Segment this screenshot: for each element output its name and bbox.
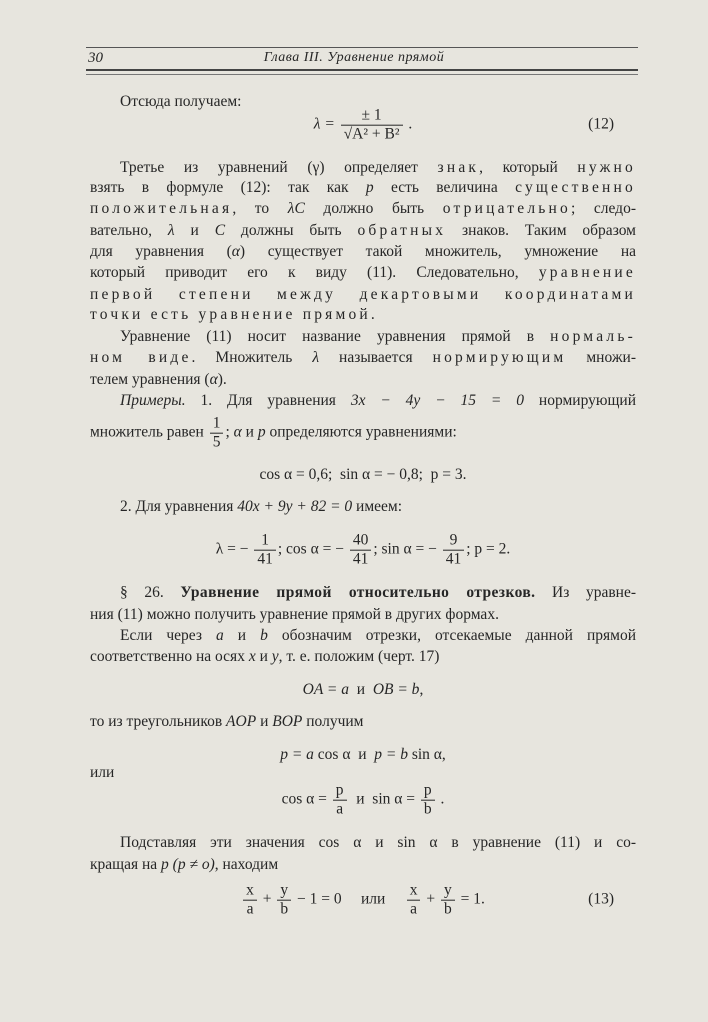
text-line — [90, 856, 636, 874]
text-segment: BOP — [272, 713, 303, 730]
text-segment: p = b — [374, 746, 408, 763]
page-number: 30 — [88, 50, 103, 66]
text-line — [90, 179, 636, 197]
text-segment: p = a — [280, 746, 314, 763]
text-segment: получим — [302, 713, 364, 730]
text-segment: должно быть — [304, 200, 443, 217]
text-line — [90, 834, 636, 852]
text-segment: Подставляя эти значения cos α и sin α в уравнение (11) и со- — [120, 834, 636, 851]
text-segment: , т. е. положим (черт. 17) — [278, 648, 440, 665]
text-segment: . — [404, 115, 413, 133]
text-line — [90, 286, 636, 304]
fraction-numerator: ± 1 — [361, 106, 382, 124]
text-segment: ; sin α = − — [373, 540, 441, 558]
formula-line — [90, 782, 636, 819]
text-segment: λ — [167, 222, 175, 239]
text-segment: OB = b — [372, 681, 420, 698]
fraction — [254, 532, 276, 569]
fraction-numerator: x — [246, 881, 254, 899]
text-line — [90, 713, 636, 731]
text-segment: α — [231, 243, 240, 260]
text-segment: a — [216, 627, 224, 644]
text-segment: взять в формуле (12): так как — [90, 179, 366, 196]
fraction-numerator: x — [409, 881, 418, 899]
text-segment: ). — [217, 371, 227, 388]
text-segment: . — [436, 790, 445, 808]
text-line — [90, 606, 636, 624]
text-segment: Из уравне- — [535, 584, 637, 601]
fraction-numerator: 9 — [449, 531, 458, 549]
fraction — [243, 882, 257, 919]
text-line — [90, 764, 636, 782]
text-segment: отрицательно — [442, 200, 571, 217]
text-segment: b — [260, 627, 268, 644]
text-segment: для уравнения ( — [90, 243, 232, 260]
fraction — [441, 882, 455, 919]
text-line — [90, 349, 636, 367]
text-segment: который приводит его к виду (11). Следовательно, — [90, 264, 539, 281]
text-segment: AOP — [226, 713, 257, 730]
text-segment: Если через — [120, 627, 217, 644]
fraction-denominator: a — [333, 800, 347, 819]
text-segment: множитель равен — [90, 423, 208, 441]
fraction-numerator: 1 — [261, 531, 269, 549]
formula-line — [90, 681, 636, 699]
text-segment: нормирующим — [432, 349, 567, 366]
text-segment: y — [271, 648, 279, 665]
text-line — [90, 584, 636, 602]
formula-line — [90, 532, 636, 569]
text-segment: ; следо- — [570, 200, 636, 217]
text-segment: и — [255, 648, 272, 665]
text-segment: , который — [479, 159, 578, 176]
text-line — [90, 648, 636, 666]
header-bottom-rule — [86, 69, 638, 75]
fraction-denominator: √A² + B² — [341, 125, 403, 144]
text-segment: ; cos α = − — [277, 540, 348, 558]
formula-line — [90, 746, 636, 764]
text-line — [90, 498, 636, 516]
text-segment: 3x − 4y − 15 = 0 — [350, 392, 525, 409]
text-segment: имеем: — [352, 498, 403, 515]
text-segment: и — [223, 627, 261, 644]
text-segment: соответственно на осях — [90, 648, 249, 665]
text-segment: Примеры. — [120, 392, 186, 409]
fraction — [333, 782, 347, 819]
text-segment: и — [349, 681, 373, 698]
header-top-rule — [86, 47, 638, 48]
text-segment: − 1 = 0 или — [293, 890, 405, 908]
text-line — [90, 392, 636, 410]
fraction-denominator: b — [441, 900, 455, 919]
text-segment: ; p = 2. — [466, 540, 511, 558]
formula-line — [90, 466, 636, 484]
text-segment: уравнение — [538, 264, 636, 281]
text-segment: Третье из уравнений (γ) определяет — [120, 159, 438, 176]
text-segment: α — [209, 371, 218, 388]
fraction-denominator: 5 — [210, 433, 224, 452]
text-segment: вательно, — [90, 222, 168, 239]
text-segment: обозначим отрезки, отсекаемые данной прямой — [267, 627, 637, 644]
fraction — [341, 107, 403, 144]
text-segment: нормирующий — [524, 392, 637, 409]
text-segment: знаков. Таким образом — [446, 222, 636, 239]
text-segment: cos α = — [281, 790, 331, 808]
fraction-numerator: 40 — [352, 531, 369, 549]
text-line — [90, 243, 636, 261]
text-segment: cos α и — [313, 746, 375, 763]
text-segment: = 1. — [456, 890, 485, 908]
text-segment: C — [214, 222, 226, 239]
fraction-denominator: b — [421, 800, 435, 819]
fraction-numerator: p — [423, 781, 432, 799]
text-segment: p — [257, 423, 266, 441]
fraction-numerator: p — [335, 781, 344, 799]
text-segment: p (p ≠ o) — [161, 856, 215, 873]
text-segment: Уравнение прямой относительно отрезков. — [180, 584, 536, 601]
text-segment: существенно — [515, 179, 636, 196]
text-line — [90, 328, 636, 346]
fraction — [277, 882, 291, 919]
fraction-denominator: 41 — [443, 550, 465, 569]
text-segment: cos α = 0,6; sin α = − 0,8; p = 3. — [259, 466, 467, 483]
text-segment: Уравнение (11) носит название уравнения прямой в — [120, 328, 551, 345]
text-segment: множи- — [566, 349, 637, 366]
text-segment: точки есть уравнение прямой — [90, 306, 371, 323]
text-segment: λC — [287, 200, 305, 217]
text-segment: § 26. — [120, 584, 181, 601]
fraction-denominator: a — [407, 900, 421, 919]
text-segment: OA = a — [302, 681, 350, 698]
fraction — [407, 882, 421, 919]
text-segment: и — [174, 222, 215, 239]
text-segment: называется — [319, 349, 433, 366]
text-segment: должны быть — [225, 222, 358, 239]
text-segment: λ — [312, 349, 320, 366]
fraction — [443, 532, 465, 569]
text-segment: есть величина — [373, 179, 516, 196]
formula-line — [90, 882, 636, 919]
text-segment: 40x + 9y + 82 = 0 — [237, 498, 353, 515]
fraction-denominator: 41 — [254, 550, 276, 569]
text-segment: λ = − — [215, 540, 253, 558]
text-segment: 2. Для уравнения — [120, 498, 238, 515]
text-segment: кращая на — [90, 856, 162, 873]
running-header-title: Глава III. Уравнение прямой — [263, 50, 445, 65]
text-segment: ; — [225, 423, 234, 441]
text-segment: нужно — [577, 159, 636, 176]
text-line — [90, 371, 636, 389]
text-segment: , то — [232, 200, 288, 217]
fraction — [210, 415, 224, 452]
text-segment: обратных — [357, 222, 447, 239]
fraction-denominator: a — [243, 900, 257, 919]
text-segment: или — [90, 764, 115, 781]
fraction-numerator: 1 — [212, 414, 221, 432]
text-segment: то из треугольников — [90, 713, 227, 730]
text-segment: нормаль- — [550, 328, 636, 345]
text-segment: x — [248, 648, 256, 665]
text-segment: λ = — [313, 115, 339, 133]
text-line — [90, 306, 636, 324]
text-segment: ном виде — [90, 349, 192, 366]
text-segment: знак — [437, 159, 480, 176]
text-segment: sin α, — [407, 746, 446, 763]
text-segment: + — [258, 890, 276, 908]
text-segment: и — [241, 423, 258, 441]
text-segment: + — [422, 890, 439, 908]
fraction-numerator: y — [280, 881, 289, 899]
text-segment: ния (11) можно получить уравнение прямой в других формах. — [90, 606, 499, 623]
fraction — [421, 782, 435, 819]
text-line — [90, 159, 636, 177]
text-line — [90, 222, 636, 240]
text-segment: . Множитель — [191, 349, 313, 366]
fraction — [350, 532, 372, 569]
text-segment: , находим — [214, 856, 279, 873]
text-segment: ) существует такой множитель, умножение на — [239, 243, 636, 260]
text-line — [90, 200, 636, 218]
text-segment: α — [233, 423, 242, 441]
fraction-denominator: b — [277, 900, 291, 919]
text-line — [90, 264, 636, 282]
text-segment: и — [256, 713, 273, 730]
formula-line — [90, 107, 636, 144]
text-segment: p — [365, 179, 374, 196]
text-segment: положительная — [90, 200, 233, 217]
fraction-denominator: 41 — [350, 550, 372, 569]
fraction-numerator: y — [443, 881, 452, 899]
text-segment: . — [370, 306, 375, 323]
text-line — [90, 415, 636, 452]
text-segment: первой степени между декартовыми координатами — [90, 286, 636, 303]
text-segment: Отсюда получаем: — [120, 93, 242, 110]
text-segment: телем уравнения ( — [90, 371, 210, 388]
text-segment: , — [419, 681, 424, 698]
equation-number: (12) — [588, 116, 614, 133]
text-line — [90, 627, 636, 645]
text-segment: 1. Для уравнения — [185, 392, 351, 409]
text-segment: определяются уравнениями: — [265, 423, 457, 441]
text-segment: и sin α = — [348, 790, 419, 808]
equation-number: (13) — [588, 891, 614, 908]
